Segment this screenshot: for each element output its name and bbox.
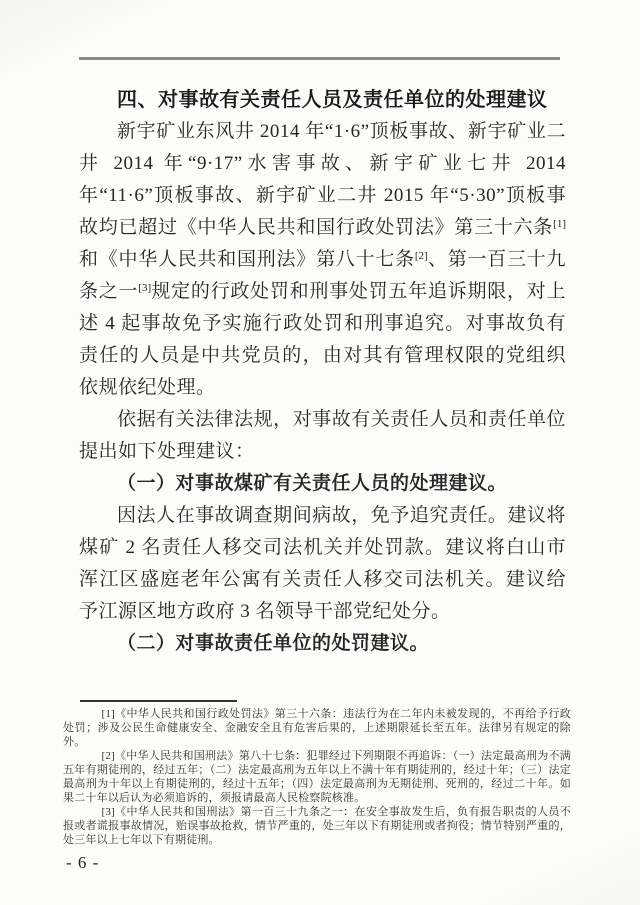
paragraph [79,404,566,468]
section-heading: 四、对事故有关责任人员及责任单位的处理建议 [117,89,548,111]
footnote-separator [80,700,237,702]
header-rule [79,57,560,60]
document-content [79,84,566,660]
text-run: 、第一百三十九条之一 [79,249,566,302]
paragraph [79,500,566,628]
text-run: 新宇矿业东风井 2014 年“1·6”顶板事故、新宇矿业二井 2014 年“9·17”水害事故、新宇矿业七井 2014 年“11·6”顶板事故、新宇矿业二井 2015 年“5·30”顶板事故均已超过《中华人民共和国行政处罚法》第三十六条 [79,121,566,238]
text-run: 规定的行政处罚和刑事处罚五年追诉期限，对上述 4 起事故免予实施行政处罚和刑事追究。对事故负有责任的人员是中共党员的，由对其有管理权限的党组织依规依纪处理。 [79,281,566,398]
text-run: （一）对事故煤矿有关责任人员的处理建议。 [117,473,508,494]
document-body [79,116,566,660]
text-run: 和《中华人民共和国刑法》第八十七条 [79,249,415,270]
footnote: [1]《中华人民共和国行政处罚法》第三十六条：违法行为在二年内未被发现的，不再给予行政处罚；涉及公民生命健康安全、金融安全且有危害后果的，上述期限延长至五年。法律另有规定的除外。 [63,708,571,748]
footnote: [2]《中华人民共和国刑法》第八十七条：犯罪经过下列期限不再追诉：（一）法定最高刑为不满五年有期徒刑的，经过五年；（二）法定最高刑为五年以上不满十年有期徒刑的，经过十年；（三）法定最高刑为十年以上有期徒刑的，经过十五年；（四）法定最高刑为无期徒刑、死刑的，经过二十年。如果二十年以后认为必须追诉的，须报请最高人民检察院核准。 [63,750,571,804]
page-footer [63,707,571,873]
footnote: [3]《中华人民共和国刑法》第一百三十九条之一：在安全事故发生后，负有报告职责的人员不报或者谎报事故情况，贻误事故抢救，情节严重的，处三年以下有期徒刑或者拘役；情节特别严重的，处三年以上七年以下有期徒刑。 [63,806,571,846]
text-run: 依据有关法律法规，对事故有关责任人员和责任单位提出如下处理建议： [79,409,566,462]
paragraph [79,116,566,404]
footnote-ref: [3] [138,282,152,294]
sub-heading [79,468,566,500]
sub-heading [79,628,566,660]
text-run: （二）对事故责任单位的处罚建议。 [117,633,430,654]
page-number: - 6 - [66,853,100,872]
footnote-list [63,707,571,847]
text-run: 因法人在事故调查期间病故，免予追究责任。建议将煤矿 2 名责任人移交司法机关并处罚款。建议将白山市浑江区盛庭老年公寓有关责任人移交司法机关。建议给予江源区地方政府 3 名领导干部党纪处分。 [79,505,566,622]
footnote-ref: [1] [553,218,566,230]
footnote-ref: [2] [414,250,428,262]
